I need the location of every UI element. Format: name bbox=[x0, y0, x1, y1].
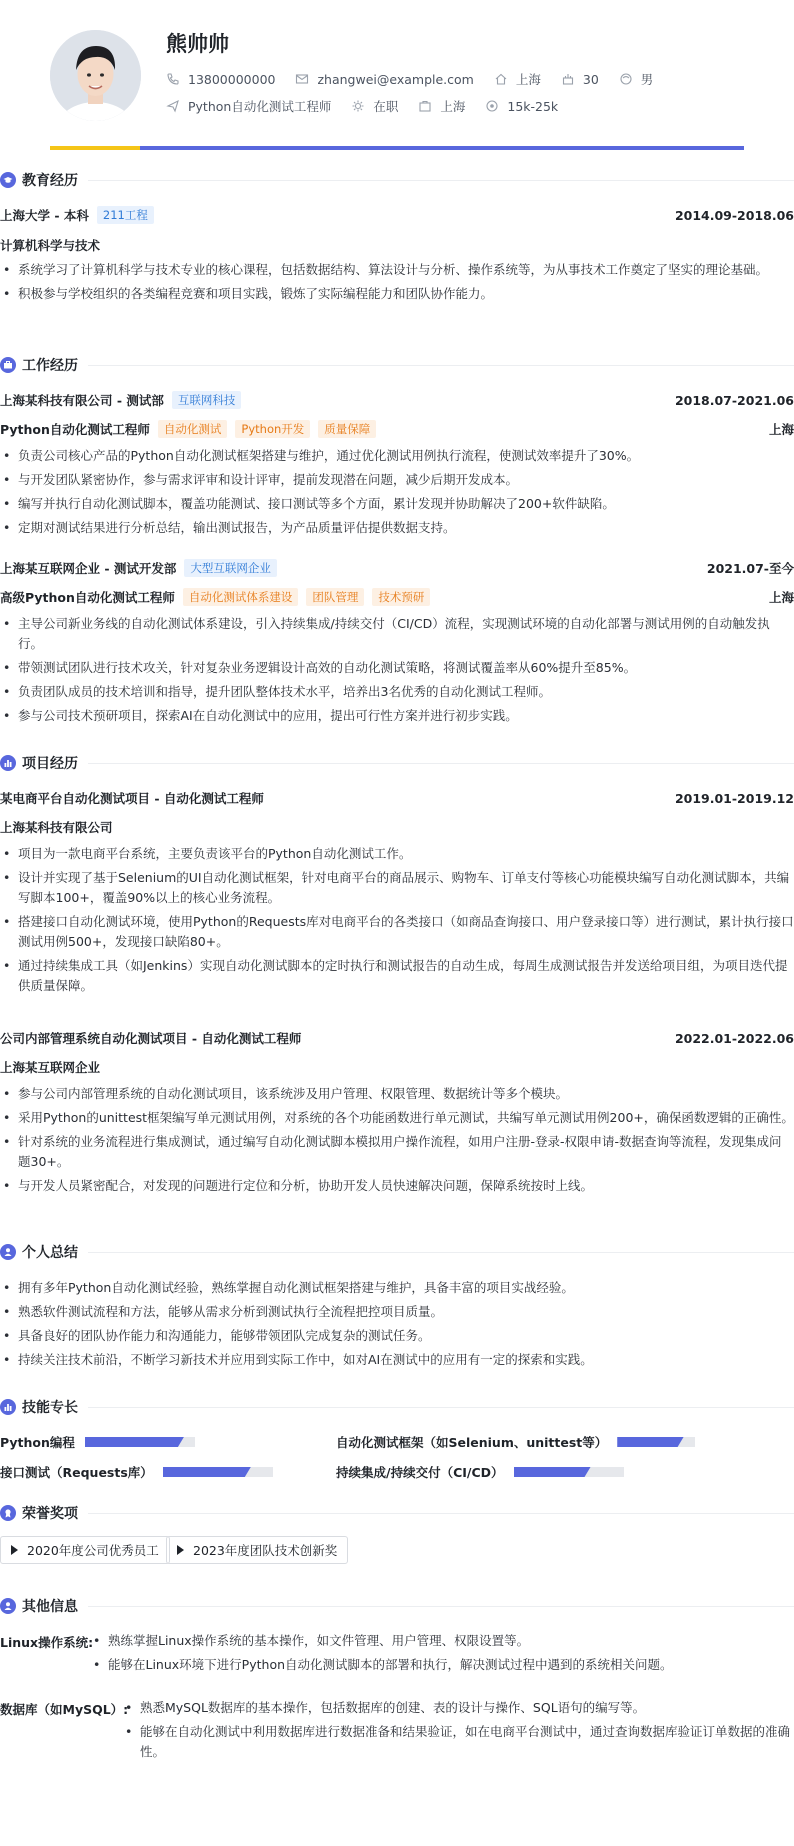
list-item: • 采用Python的unittest框架编写单元测试用例，对系统的各个功能函数进行单元测试，共编写单元测试用例200+，确保函数逻辑的正确性。 bbox=[0, 1108, 794, 1128]
work-2-company-tag: 大型互联网企业 bbox=[184, 559, 277, 577]
list-item: • 能够在Linux环境下进行Python自动化测试脚本的部署和执行，解决测试过程中遇到的系统相关问题。 bbox=[90, 1655, 794, 1675]
project-1-company: 上海某科技有限公司 bbox=[0, 820, 113, 835]
work-2-bullets bbox=[0, 614, 794, 730]
work-1-skill-tag: Python开发 bbox=[235, 420, 310, 438]
skill-label: 接口测试（Requests库） bbox=[0, 1465, 153, 1480]
chart-bar-icon bbox=[0, 1399, 16, 1415]
age-item bbox=[561, 72, 599, 87]
other-label-linux: Linux操作系统: bbox=[0, 1635, 94, 1650]
section-title-education: 教育经历 bbox=[22, 173, 78, 189]
project-2-bullets bbox=[0, 1084, 794, 1200]
email-item bbox=[295, 72, 473, 87]
work-2-skill-tag: 技术预研 bbox=[372, 588, 430, 606]
work-1-role: Python自动化测试工程师 bbox=[0, 422, 150, 437]
section-other bbox=[0, 1596, 794, 1616]
list-item: • 参与公司技术预研项目，探索AI在自动化测试中的应用，提出可行性方案并进行初步实践。 bbox=[0, 706, 794, 726]
status-text: 在职 bbox=[373, 99, 399, 114]
chart-bar-icon bbox=[0, 755, 16, 771]
skill-bar-fill bbox=[85, 1437, 184, 1447]
section-divider bbox=[88, 1513, 794, 1514]
skill-bar-fill bbox=[163, 1467, 251, 1477]
work-1-date: 2018.07-2021.06 bbox=[674, 392, 794, 408]
section-title-awards: 荣誉奖项 bbox=[22, 1506, 78, 1522]
list-item: • 熟悉MySQL数据库的基本操作，包括数据库的创建、表的设计与操作、SQL语句的编写等。 bbox=[122, 1698, 794, 1718]
project-2-header bbox=[0, 1029, 794, 1047]
work-1-role-row bbox=[0, 420, 794, 438]
other-database-bullets bbox=[122, 1698, 794, 1766]
list-item: • 搭建接口自动化测试环境，使用Python的Requests库对电商平台的各类接口（如商品查询接口、用户登录接口等）进行测试，累计执行接口测试用例500+，发现接口缺陷80+。 bbox=[0, 912, 794, 952]
list-item: • 与开发团队紧密协作，参与需求评审和设计评审，提前发现潜在问题，减少后期开发成本。 bbox=[0, 470, 794, 490]
award-badge bbox=[166, 1536, 348, 1564]
candidate-name: 熊帅帅 bbox=[166, 32, 229, 56]
skill-bar-track bbox=[163, 1467, 273, 1477]
list-item: • 熟悉软件测试流程和方法，能够从需求分析到测试执行全流程把控项目质量。 bbox=[0, 1302, 794, 1322]
target-city-item bbox=[418, 97, 465, 115]
user-icon bbox=[0, 1598, 16, 1614]
list-item: • 通过持续集成工具（如Jenkins）实现自动化测试脚本的定时执行和测试报告的自动生成，每周生成测试报告并发送给项目组，为项目迭代提供质量保障。 bbox=[0, 956, 794, 996]
list-item: • 带领测试团队进行技术攻关，针对复杂业务逻辑设计高效的自动化测试策略，将测试覆盖率从60%提升至85%。 bbox=[0, 658, 794, 678]
briefcase-icon bbox=[0, 357, 16, 373]
school-tag: 211工程 bbox=[97, 206, 154, 224]
work-2-skill-tag: 自动化测试体系建设 bbox=[183, 588, 299, 606]
skill-item bbox=[0, 1463, 273, 1481]
work-2-role-row bbox=[0, 588, 794, 606]
skill-bar-track bbox=[617, 1437, 695, 1447]
position-item bbox=[166, 97, 331, 115]
work-2-role: 高级Python自动化测试工程师 bbox=[0, 590, 175, 605]
award-label: 2020年度公司优秀员工 bbox=[27, 1543, 159, 1558]
mail-icon bbox=[295, 72, 309, 86]
work-1-skill-tag: 质量保障 bbox=[318, 420, 376, 438]
gender-item bbox=[619, 70, 654, 88]
project-2-company: 上海某互联网企业 bbox=[0, 1060, 101, 1075]
award-label: 2023年度团队技术创新奖 bbox=[193, 1543, 338, 1558]
project-1-header bbox=[0, 789, 794, 807]
avatar bbox=[50, 30, 141, 121]
education-date: 2014.09-2018.06 bbox=[674, 207, 794, 223]
work-2-city: 上海 bbox=[768, 590, 794, 605]
education-header bbox=[0, 206, 794, 224]
work-1-company-tag: 互联网科技 bbox=[172, 391, 242, 409]
work-1-company: 上海某科技有限公司 - 测试部 bbox=[0, 393, 164, 408]
work-2-company: 上海某互联网企业 - 测试开发部 bbox=[0, 561, 177, 576]
section-divider bbox=[88, 180, 794, 181]
user-icon bbox=[0, 1244, 16, 1260]
list-item: • 定期对测试结果进行分析总结，输出测试报告，为产品质量评估提供数据支持。 bbox=[0, 518, 794, 538]
phone-icon bbox=[166, 72, 180, 86]
list-item: • 主导公司新业务线的自动化测试体系建设，引入持续集成/持续交付（CI/CD）流程，实现测试环境的自动化部署与测试用例的自动触发执行。 bbox=[0, 614, 794, 654]
project-2-date: 2022.01-2022.06 bbox=[674, 1030, 794, 1046]
work-1-bullets bbox=[0, 446, 794, 542]
section-divider bbox=[88, 1606, 794, 1607]
list-item: • 积极参与学校组织的各类编程竞赛和项目实践，锻炼了实际编程能力和团队协作能力。 bbox=[0, 284, 794, 304]
phone-text: 13800000000 bbox=[188, 71, 276, 87]
list-item: • 针对系统的业务流程进行集成测试，通过编写自动化测试脚本模拟用户操作流程，如用户注册-登录-权限申请-数据查询等流程，发现集成问题30+。 bbox=[0, 1132, 794, 1172]
skill-item bbox=[336, 1463, 624, 1481]
email-text: zhangwei@example.com bbox=[317, 71, 474, 87]
status-item bbox=[351, 97, 398, 115]
section-divider bbox=[88, 1252, 794, 1253]
graduation-cap-icon bbox=[0, 172, 16, 188]
section-divider bbox=[88, 365, 794, 366]
age-icon bbox=[561, 72, 575, 86]
position-text: Python自动化测试工程师 bbox=[188, 99, 332, 114]
section-summary bbox=[0, 1242, 794, 1262]
work-2-skill-tag: 团队管理 bbox=[306, 588, 364, 606]
project-2-title: 公司内部管理系统自动化测试项目 - 自动化测试工程师 bbox=[0, 1031, 302, 1046]
gender-text: 男 bbox=[640, 72, 654, 87]
work-1-city: 上海 bbox=[768, 422, 794, 437]
salary-icon bbox=[485, 99, 499, 113]
section-projects bbox=[0, 753, 794, 773]
city-item bbox=[494, 70, 541, 88]
status-icon bbox=[351, 99, 365, 113]
list-item: • 熟练掌握Linux操作系统的基本操作，如文件管理、用户管理、权限设置等。 bbox=[90, 1631, 794, 1651]
project-1-bullets bbox=[0, 844, 794, 1000]
skill-bar-fill bbox=[514, 1467, 591, 1477]
section-skills bbox=[0, 1397, 794, 1417]
school-name: 上海大学 - 本科 bbox=[0, 208, 89, 223]
skill-label: 自动化测试框架（如Selenium、unittest等） bbox=[336, 1435, 608, 1450]
age-text: 30 bbox=[582, 71, 599, 87]
work-2-header bbox=[0, 559, 794, 577]
home-icon bbox=[494, 72, 508, 86]
section-divider bbox=[88, 763, 794, 764]
section-title-projects: 项目经历 bbox=[22, 756, 78, 772]
job-intent-row bbox=[166, 97, 578, 115]
section-divider bbox=[88, 1407, 794, 1408]
list-item: • 项目为一款电商平台系统，主要负责该平台的Python自动化测试工作。 bbox=[0, 844, 794, 864]
education-major: 计算机科学与技术 bbox=[0, 238, 101, 253]
gender-icon bbox=[619, 72, 633, 86]
list-item: • 系统学习了计算机科学与技术专业的核心课程，包括数据结构、算法设计与分析、操作系统等，为从事技术工作奠定了坚实的理论基础。 bbox=[0, 260, 794, 280]
section-title-summary: 个人总结 bbox=[22, 1245, 78, 1261]
list-item: • 负责公司核心产品的Python自动化测试框架搭建与维护，通过优化测试用例执行流程，使测试效率提升了30%。 bbox=[0, 446, 794, 466]
send-icon bbox=[166, 99, 180, 113]
summary-bullets bbox=[0, 1278, 794, 1374]
work-2-date: 2021.07-至今 bbox=[706, 561, 794, 576]
list-item: • 与开发人员紧密配合，对发现的问题进行定位和分析，协助开发人员快速解决问题，保障系统按时上线。 bbox=[0, 1176, 794, 1196]
list-item: • 持续关注技术前沿，不断学习新技术并应用到实际工作中，如对AI在测试中的应用有一定的探索和实践。 bbox=[0, 1350, 794, 1370]
section-title-work: 工作经历 bbox=[22, 358, 78, 374]
play-icon bbox=[11, 1545, 18, 1555]
city-text: 上海 bbox=[515, 72, 541, 87]
section-title-skills: 技能专长 bbox=[22, 1400, 78, 1416]
salary-item bbox=[485, 99, 558, 114]
list-item: • 具备良好的团队协作能力和沟通能力，能够带领团队完成复杂的测试任务。 bbox=[0, 1326, 794, 1346]
location-icon bbox=[418, 99, 432, 113]
skill-item bbox=[336, 1433, 695, 1451]
award-icon bbox=[0, 1505, 16, 1521]
section-work bbox=[0, 355, 794, 375]
contact-row bbox=[166, 70, 673, 88]
header-accent-yellow bbox=[50, 146, 140, 150]
skill-bar-track bbox=[85, 1437, 195, 1447]
list-item: • 能够在自动化测试中利用数据库进行数据准备和结果验证，如在电商平台测试中，通过查询数据库验证订单数据的准确性。 bbox=[122, 1722, 794, 1762]
awards-list bbox=[0, 1536, 794, 1566]
other-linux-bullets bbox=[90, 1631, 794, 1679]
other-label-database: 数据库（如MySQL）: bbox=[0, 1702, 129, 1717]
list-item: • 参与公司内部管理系统的自动化测试项目，该系统涉及用户管理、权限管理、数据统计等多个模块。 bbox=[0, 1084, 794, 1104]
target-city-text: 上海 bbox=[440, 99, 466, 114]
list-item: • 拥有多年Python自动化测试经验，熟练掌握自动化测试框架搭建与维护，具备丰富的项目实战经验。 bbox=[0, 1278, 794, 1298]
skill-label: Python编程 bbox=[0, 1435, 75, 1450]
work-1-header bbox=[0, 391, 794, 409]
skill-label: 持续集成/持续交付（CI/CD） bbox=[336, 1465, 504, 1480]
salary-text: 15k-25k bbox=[507, 98, 559, 114]
section-title-other: 其他信息 bbox=[22, 1599, 78, 1615]
skill-item bbox=[0, 1433, 195, 1451]
project-1-title: 某电商平台自动化测试项目 - 自动化测试工程师 bbox=[0, 791, 264, 806]
skill-bar-fill bbox=[617, 1437, 683, 1447]
list-item: • 设计并实现了基于Selenium的UI自动化测试框架，针对电商平台的商品展示、购物车、订单支付等核心功能模块编写自动化测试脚本，共编写脚本100+，覆盖90%以上的核心业务流程。 bbox=[0, 868, 794, 908]
play-icon bbox=[177, 1545, 184, 1555]
list-item: • 负责团队成员的技术培训和指导，提升团队整体技术水平，培养出3名优秀的自动化测试工程师。 bbox=[0, 682, 794, 702]
work-1-skill-tag: 自动化测试 bbox=[158, 420, 228, 438]
phone-item bbox=[166, 72, 275, 87]
award-badge bbox=[0, 1536, 170, 1564]
section-awards bbox=[0, 1503, 794, 1523]
skill-bar-track bbox=[514, 1467, 624, 1477]
resume-header bbox=[50, 0, 744, 148]
list-item: • 编写并执行自动化测试脚本，覆盖功能测试、接口测试等多个方面，累计发现并协助解决了200+软件缺陷。 bbox=[0, 494, 794, 514]
education-bullets bbox=[0, 260, 794, 308]
section-education bbox=[0, 170, 794, 190]
header-accent-bar bbox=[50, 146, 744, 150]
project-1-date: 2019.01-2019.12 bbox=[674, 790, 794, 806]
